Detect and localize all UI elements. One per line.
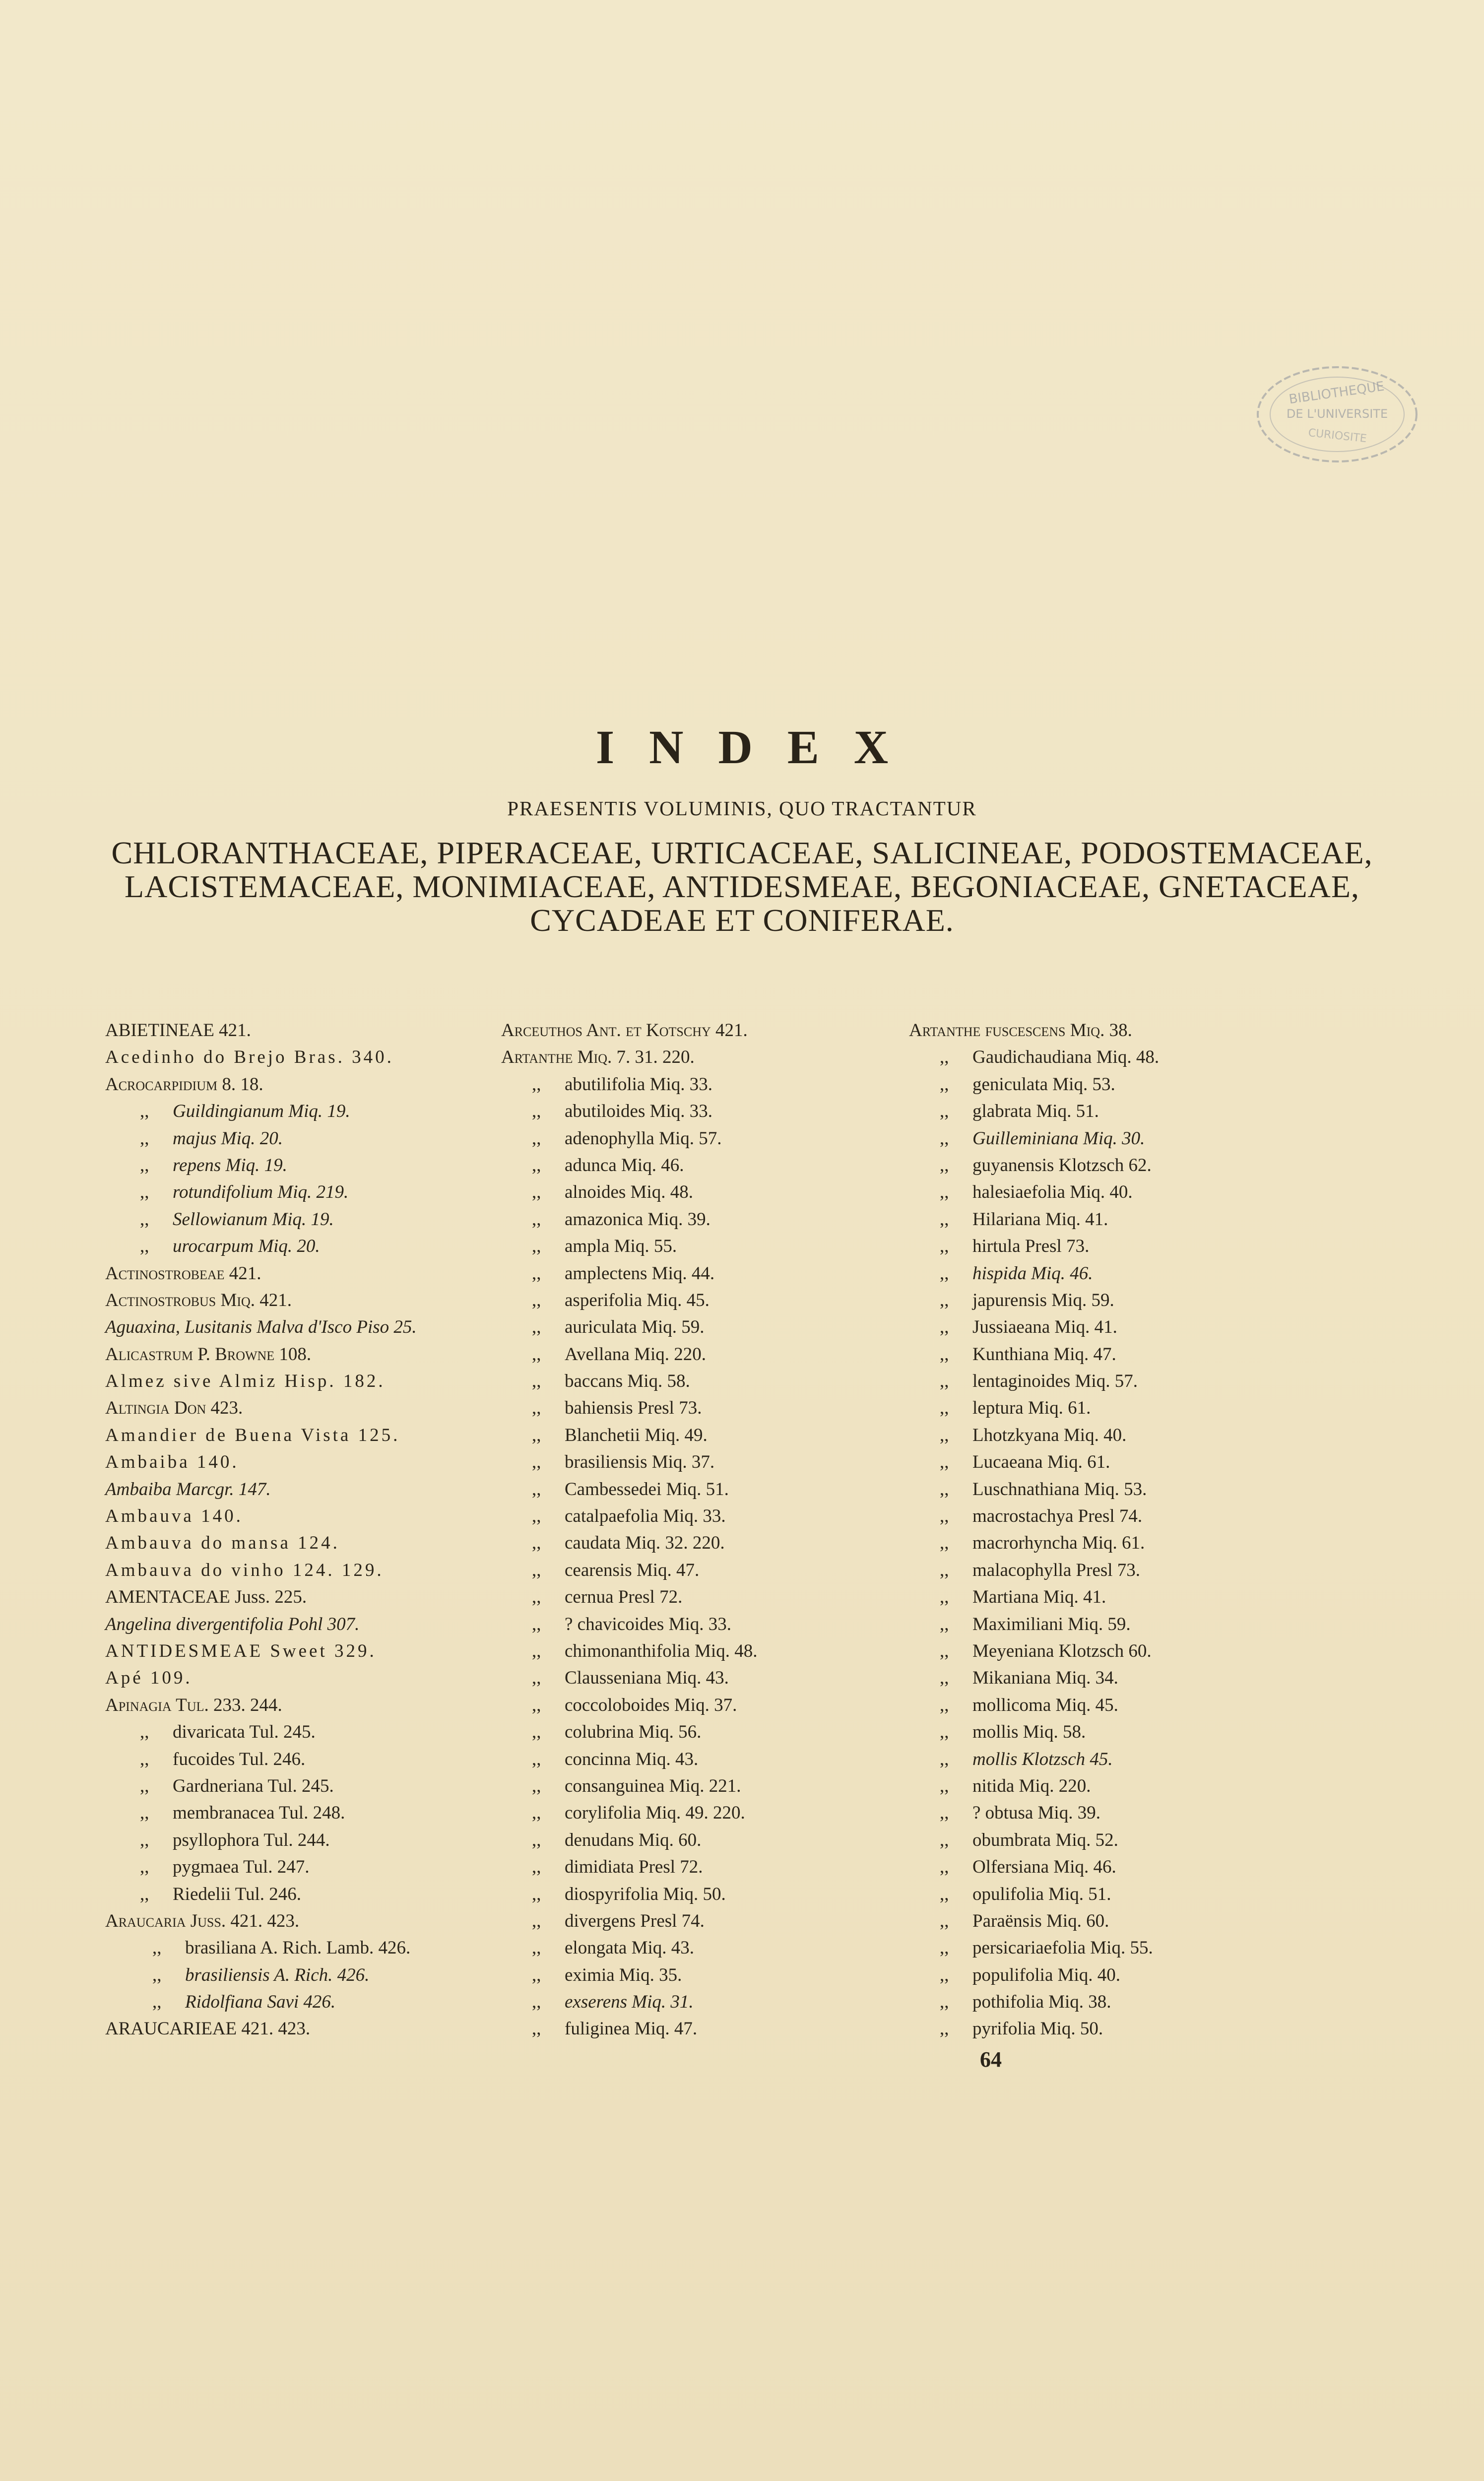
index-entry: Altingia Don 423.	[105, 1398, 243, 1419]
families-line-3: CYCADEAE ET CONIFERAE.	[530, 903, 954, 938]
index-entry: ,, urocarpum Miq. 20.	[140, 1236, 320, 1257]
index-entry: ,, pygmaea Tul. 247.	[140, 1857, 310, 1878]
index-entry: ,, Gaudichaudiana Miq. 48.	[940, 1047, 1160, 1068]
index-entry: ,, baccans Miq. 58.	[532, 1371, 690, 1392]
index-entry: ,, adenophylla Miq. 57.	[532, 1128, 722, 1149]
index-entry: ,, glabrata Miq. 51.	[940, 1101, 1099, 1122]
index-entry: Artanthe Miq. 7. 31. 220.	[501, 1047, 695, 1068]
page-number: 64	[980, 2047, 1002, 2072]
index-entry: ,, Mikaniana Miq. 34.	[940, 1668, 1118, 1689]
index-entry: ,, japurensis Miq. 59.	[940, 1290, 1114, 1310]
index-entry: ,, Olfersiana Miq. 46.	[940, 1857, 1116, 1878]
index-entry: ,, corylifolia Miq. 49. 220.	[532, 1803, 745, 1824]
index-entry: ARAUCARIEAE 421. 423.	[105, 2019, 311, 2039]
index-entry: ,, brasiliensis Miq. 37.	[532, 1452, 715, 1473]
index-entry: ,, Paraënsis Miq. 60.	[940, 1910, 1109, 1931]
index-entry: ,, majus Miq. 20.	[140, 1128, 283, 1149]
index-entry: ,, elongata Miq. 43.	[532, 1938, 695, 1959]
index-entry: ABIETINEAE 421.	[105, 1020, 251, 1041]
families-line-2: LACISTEMACEAE, MONIMIACEAE, ANTIDESMEAE, BEGONIACEAE, GNETACEAE,	[125, 869, 1359, 904]
index-entry: ,, mollicoma Miq. 45.	[940, 1695, 1118, 1715]
index-entry: ,, abutilifolia Miq. 33.	[532, 1074, 713, 1095]
index-entry: ,, brasiliana A. Rich. Lamb. 426.	[152, 1938, 411, 1959]
index-entry: ,, amplectens Miq. 44.	[532, 1263, 715, 1284]
index-entry: ,, rotundifolium Miq. 219.	[140, 1182, 349, 1203]
index-entry: ,, dimidiata Presl 72.	[532, 1857, 703, 1878]
index-entry: ,, fuliginea Miq. 47.	[532, 2019, 698, 2039]
index-entry: ANTIDESMEAE Sweet 329.	[105, 1640, 377, 1661]
index-entry: ,, repens Miq. 19.	[140, 1155, 287, 1175]
index-entry: ,, Cambessedei Miq. 51.	[532, 1479, 729, 1500]
index-column-3	[909, 1017, 1316, 2043]
index-entry: ,, concinna Miq. 43.	[532, 1749, 699, 1769]
index-entry: ,, Maximiliani Miq. 59.	[940, 1614, 1131, 1634]
index-entry: Amandier de Buena Vista 125.	[105, 1425, 400, 1445]
index-entry: Ambauva do mansa 124.	[105, 1533, 340, 1554]
index-entry: ,, coccoloboides Miq. 37.	[532, 1695, 737, 1715]
index-entry: ,, adunca Miq. 46.	[532, 1155, 684, 1175]
index-entry: ,, abutiloides Miq. 33.	[532, 1101, 713, 1122]
svg-text:CURIOSITE: CURIOSITE	[1307, 426, 1367, 446]
index-entry: ,, mollis Miq. 58.	[940, 1722, 1086, 1743]
index-entry: ,, macrorhyncha Miq. 61.	[940, 1533, 1145, 1554]
index-entry: Aguaxina, Lusitanis Malva d'Isco Piso 25.	[105, 1317, 417, 1338]
index-entry: Ambaiba 140.	[105, 1452, 239, 1473]
index-entry: ,, divaricata Tul. 245.	[140, 1722, 316, 1743]
index-entry: ,, eximia Miq. 35.	[532, 1964, 682, 1985]
index-entry: ,, diospyrifolia Miq. 50.	[532, 1884, 726, 1904]
index-entry: ,, cernua Presl 72.	[532, 1587, 683, 1608]
index-entry: ,, ? obtusa Miq. 39.	[940, 1803, 1100, 1824]
index-entry: ,, colubrina Miq. 56.	[532, 1722, 702, 1743]
index-entry: ,, alnoides Miq. 48.	[532, 1182, 693, 1203]
index-entry: ,, mollis Klotzsch 45.	[940, 1749, 1113, 1769]
index-entry: ,, ? chavicoides Miq. 33.	[532, 1614, 731, 1634]
index-entry: ,, hirtula Presl 73.	[940, 1236, 1090, 1257]
index-entry: ,, chimonanthifolia Miq. 48.	[532, 1640, 758, 1661]
index-entry: ,, Guilleminiana Miq. 30.	[940, 1128, 1145, 1149]
index-entry: Apinagia Tul. 233. 244.	[105, 1695, 282, 1715]
index-entry: ,, Sellowianum Miq. 19.	[140, 1209, 334, 1230]
index-entry: ,, Claussenianа Miq. 43.	[532, 1668, 729, 1689]
index-entry: Angelina divergentifolia Pohl 307.	[105, 1614, 360, 1634]
index-entry: ,, exserens Miq. 31.	[532, 1992, 694, 2013]
index-entry: Almez sive Almiz Hisp. 182.	[105, 1371, 386, 1392]
index-entry: ,, macrostachya Presl 74.	[940, 1506, 1143, 1527]
index-subtitle: PRAESENTIS VOLUMINIS, QUO TRACTANTUR	[507, 797, 977, 820]
index-entry: ,, Hilariana Miq. 41.	[940, 1209, 1108, 1230]
index-entry: ,, Martiana Miq. 41.	[940, 1587, 1106, 1608]
index-entry: ,, divergens Presl 74.	[532, 1910, 705, 1931]
index-entry: ,, malacophylla Presl 73.	[940, 1560, 1141, 1580]
index-entry: ,, ampla Miq. 55.	[532, 1236, 677, 1257]
index-title: INDEX	[595, 720, 923, 774]
index-entry: ,, pothifolia Miq. 38.	[940, 1992, 1111, 2013]
index-entry: ,, nitida Miq. 220.	[940, 1775, 1091, 1796]
index-entry: ,, Guildingianum Miq. 19.	[140, 1101, 350, 1122]
families-line-1: CHLORANTHACEAE, PIPERACEAE, URTICACEAE, SALICINEAE, PODOSTEMACEAE,	[111, 835, 1373, 870]
index-entry: Artanthe fuscescens Miq. 38.	[909, 1020, 1132, 1041]
index-entry: ,, pyrifolia Miq. 50.	[940, 2019, 1103, 2039]
index-entry: Ambauva 140.	[105, 1506, 243, 1527]
index-entry: ,, lentaginoides Miq. 57.	[940, 1371, 1138, 1392]
families-heading	[74, 836, 1410, 937]
index-entry: Actinostrobeae 421.	[105, 1263, 261, 1284]
index-entry: ,, Meyeniana Klotzsch 60.	[940, 1640, 1152, 1661]
index-entry: AMENTACEAE Juss. 225.	[105, 1587, 307, 1608]
index-entry: ,, cearensis Miq. 47.	[532, 1560, 700, 1580]
index-entry: ,, psyllophora Tul. 244.	[140, 1829, 330, 1850]
index-entry: ,, Lucaeana Miq. 61.	[940, 1452, 1110, 1473]
index-entry: ,, amazonica Miq. 39.	[532, 1209, 710, 1230]
svg-text:DE L'UNIVERSITE: DE L'UNIVERSITE	[1286, 407, 1388, 421]
index-entry: ,, catalpaefolia Miq. 33.	[532, 1506, 726, 1527]
index-column-1	[105, 1017, 502, 2043]
index-column-2	[501, 1017, 898, 2043]
index-entry: ,, membranacea Tul. 248.	[140, 1803, 345, 1824]
index-entry: ,, Blanchetii Miq. 49.	[532, 1425, 708, 1445]
index-entry: Arceuthos Ant. et Kotschy 421.	[501, 1020, 748, 1041]
index-entry: ,, Jussiaeana Miq. 41.	[940, 1317, 1117, 1338]
index-entry: ,, Gardneriana Tul. 245.	[140, 1775, 334, 1796]
index-entry: ,, Kunthiana Miq. 47.	[940, 1344, 1116, 1365]
index-entry: ,, geniculata Miq. 53.	[940, 1074, 1115, 1095]
index-entry: ,, Riedelii Tul. 246.	[140, 1884, 302, 1904]
index-entry: ,, auriculata Miq. 59.	[532, 1317, 705, 1338]
index-entry: ,, caudata Miq. 32. 220.	[532, 1533, 725, 1554]
index-entry: ,, Luschnathiana Miq. 53.	[940, 1479, 1147, 1500]
index-entry: Araucaria Juss. 421. 423.	[105, 1910, 300, 1931]
index-entry: ,, consanguinea Miq. 221.	[532, 1775, 741, 1796]
index-entry: ,, persicariaefolia Miq. 55.	[940, 1938, 1153, 1959]
index-entry: Ambaiba Marcgr. 147.	[105, 1479, 271, 1500]
index-entry: ,, fucoides Tul. 246.	[140, 1749, 306, 1769]
index-entry: ,, Ridolfiana Savi 426.	[152, 1992, 336, 2013]
svg-text:BIBLIOTHEQUE: BIBLIOTHEQUE	[1288, 379, 1385, 407]
index-entry: ,, obumbrata Miq. 52.	[940, 1829, 1118, 1850]
index-entry: Acedinho do Brejo Bras. 340.	[105, 1047, 394, 1068]
index-entry: Acrocarpidium 8. 18.	[105, 1074, 263, 1095]
library-stamp	[1250, 357, 1424, 471]
index-entry: ,, denudans Miq. 60.	[532, 1829, 702, 1850]
index-entry: ,, halesiaefolia Miq. 40.	[940, 1182, 1133, 1203]
index-entry: ,, hispida Miq. 46.	[940, 1263, 1093, 1284]
index-entry: ,, Lhotzkyana Miq. 40.	[940, 1425, 1127, 1445]
index-entry: Ambauva do vinho 124. 129.	[105, 1560, 384, 1580]
index-entry: ,, opulifolia Miq. 51.	[940, 1884, 1111, 1904]
index-entry: Alicastrum P. Browne 108.	[105, 1344, 312, 1365]
index-entry: ,, guyanensis Klotzsch 62.	[940, 1155, 1152, 1175]
index-entry: ,, asperifolia Miq. 45.	[532, 1290, 710, 1310]
index-entry: ,, populifolia Miq. 40.	[940, 1964, 1121, 1985]
index-entry: Apé 109.	[105, 1668, 193, 1689]
index-entry: ,, brasiliensis A. Rich. 426.	[152, 1964, 370, 1985]
index-entry: ,, leptura Miq. 61.	[940, 1398, 1091, 1419]
index-entry: Actinostrobus Miq. 421.	[105, 1290, 292, 1310]
index-entry: ,, Avellana Miq. 220.	[532, 1344, 706, 1365]
index-entry: ,, bahiensis Presl 73.	[532, 1398, 702, 1419]
